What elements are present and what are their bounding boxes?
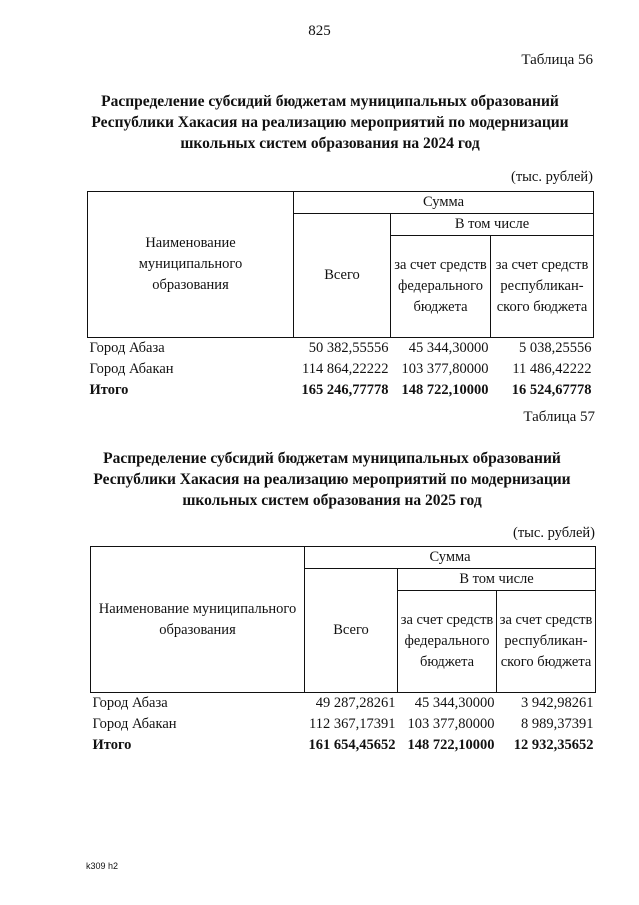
header-name: Наименование муниципального образования [88, 192, 294, 338]
header-sum: Сумма [294, 192, 594, 214]
row-total: 50 382,55556 [308, 340, 389, 356]
row-total: 114 864,22222 [302, 361, 389, 377]
table-row [88, 359, 594, 380]
title-line: школьных систем образования на 2024 год [180, 135, 480, 152]
total-republic: 16 524,67778 [511, 382, 592, 398]
row-republic: 11 486,42222 [512, 361, 592, 377]
row-federal: 45 344,30000 [408, 340, 489, 356]
header-republic: за счет средств республикан-ского бюджета [497, 591, 596, 693]
table-title-57 [62, 448, 602, 511]
title-line: школьных систем образования на 2025 год [182, 492, 482, 509]
title-line: Республики Хакасия на реализацию мероприятий по модернизации [93, 471, 571, 488]
subsidy-table-2024 [87, 191, 594, 401]
header-federal: за счет средств федерального бюджета [391, 236, 491, 338]
footer-code: k309 h2 [86, 861, 119, 871]
row-republic: 3 942,98261 [521, 695, 594, 711]
total-republic: 12 932,35652 [513, 737, 594, 753]
total-name: Итого [92, 737, 132, 753]
table-row [91, 714, 596, 735]
row-federal: 45 344,30000 [414, 695, 495, 711]
table-row [88, 338, 594, 360]
row-federal: 103 377,80000 [401, 361, 489, 377]
table-label-56: Таблица 56 [521, 52, 593, 68]
title-line: Распределение субсидий бюджетам муниципальных образований [103, 450, 561, 467]
row-name: Город Абаза [92, 695, 168, 711]
table-row [91, 693, 596, 715]
header-name: Наименование муниципального образования [91, 547, 305, 693]
table-label-57: Таблица 57 [523, 409, 595, 425]
header-republic: за счет средств республикан-ского бюджета [491, 236, 594, 338]
title-line: Республики Хакасия на реализацию мероприятий по модернизации [91, 114, 569, 131]
row-total: 49 287,28261 [315, 695, 396, 711]
row-name: Город Абакан [89, 361, 174, 377]
units-label-56: (тыс. рублей) [511, 169, 593, 185]
row-republic: 5 038,25556 [519, 340, 592, 356]
row-total: 112 367,17391 [309, 716, 396, 732]
total-name: Итого [89, 382, 129, 398]
total-total: 165 246,77778 [301, 382, 389, 398]
header-total: Всего [294, 214, 391, 338]
row-federal: 103 377,80000 [407, 716, 495, 732]
row-name: Город Абаза [89, 340, 165, 356]
header-sum: Сумма [305, 547, 596, 569]
page-number: 825 [308, 23, 331, 39]
subsidy-table-2025 [90, 546, 596, 756]
row-republic: 8 989,37391 [521, 716, 594, 732]
header-federal: за счет средств федерального бюджета [398, 591, 497, 693]
total-federal: 148 722,10000 [401, 382, 489, 398]
total-federal: 148 722,10000 [407, 737, 495, 753]
total-row [91, 735, 596, 756]
units-label-57: (тыс. рублей) [513, 525, 595, 541]
table-title-56 [60, 91, 600, 154]
total-total: 161 654,45652 [308, 737, 396, 753]
header-including: В том числе [398, 569, 596, 591]
header-including: В том числе [391, 214, 594, 236]
row-name: Город Абакан [92, 716, 177, 732]
total-row [88, 380, 594, 401]
header-total: Всего [305, 569, 398, 693]
title-line: Распределение субсидий бюджетам муниципальных образований [101, 93, 559, 110]
